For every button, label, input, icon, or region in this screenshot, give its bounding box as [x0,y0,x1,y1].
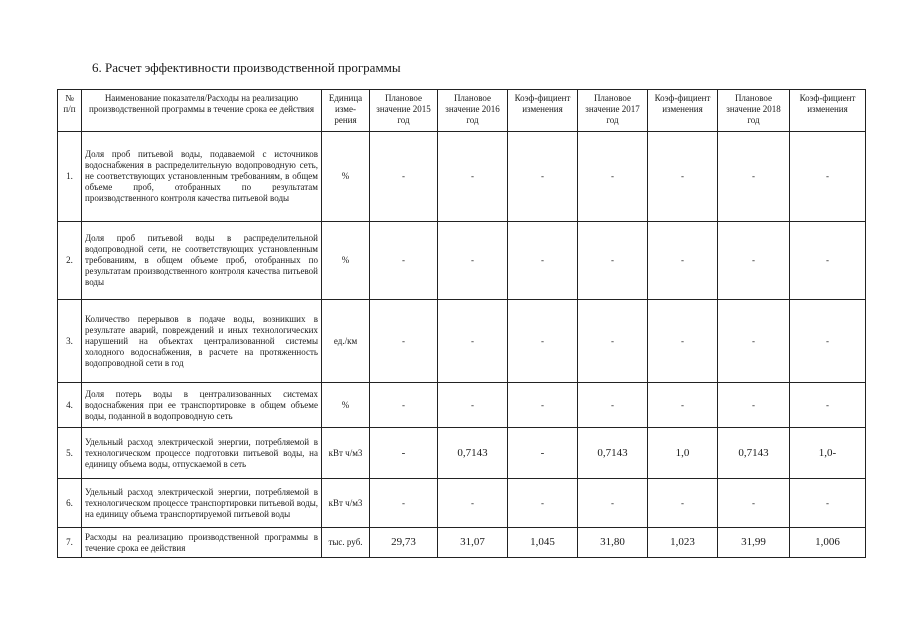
row-name: Удельный расход электрической энергии, потребляемой в технологическом процессе подготовки питьевой воды, на единицу объема воды, отпускаемой в сеть [82,428,322,479]
column-header-number: № п/п [58,90,82,132]
value-plan-2018: - [718,300,790,383]
value-plan-2017: - [578,300,648,383]
value-plan-2018: - [718,222,790,300]
row-unit: кВт ч/м3 [322,428,370,479]
value-plan-2017: - [578,222,648,300]
row-unit: тыс. руб. [322,528,370,558]
row-number: 2. [58,222,82,300]
value-coef-2017: - [648,383,718,428]
value-plan-2015: - [370,300,438,383]
value-plan-2018: - [718,132,790,222]
value-coef-2018: 1,0- [790,428,866,479]
value-plan-2015: - [370,479,438,528]
value-plan-2017: - [578,132,648,222]
row-number: 1. [58,132,82,222]
value-plan-2017: 0,7143 [578,428,648,479]
value-coef-2018: 1,006 [790,528,866,558]
value-coef-2017: - [648,132,718,222]
value-plan-2015: 29,73 [370,528,438,558]
row-unit: % [322,383,370,428]
value-coef-2016: - [508,479,578,528]
table-row [58,479,866,528]
column-header-plan-2016: Плановое значение 2016 год [438,90,508,132]
table-row [58,383,866,428]
table-row [58,132,866,222]
row-name: Удельный расход электрической энергии, потребляемой в технологическом процессе транспортировки питьевой воды, на единицу объема транспортируемой питьевой воды [82,479,322,528]
value-plan-2018: - [718,383,790,428]
value-plan-2016: 0,7143 [438,428,508,479]
row-name: Количество перерывов в подаче воды, возникших в результате аварий, повреждений и иных технологических нарушений на объектах централизованной системы холодного водоснабжения, в расчете на протяженность водопроводной сети в год [82,300,322,383]
row-number: 4. [58,383,82,428]
column-header-coef-2017: Коэф-фициент изменения [648,90,718,132]
row-name: Расходы на реализацию производственной программы в течение срока ее действия [82,528,322,558]
value-plan-2018: - [718,479,790,528]
value-plan-2015: - [370,428,438,479]
row-unit: ед./км [322,300,370,383]
value-coef-2017: - [648,300,718,383]
column-header-name: Наименование показателя/Расходы на реализацию производственной программы в течение срока ее действия [82,90,322,132]
row-unit: % [322,132,370,222]
section-heading: 6. Расчет эффективности производственной программы [92,60,401,75]
value-plan-2015: - [370,222,438,300]
value-coef-2017: - [648,222,718,300]
row-unit: кВт ч/м3 [322,479,370,528]
value-plan-2016: - [438,383,508,428]
column-header-unit: Единица изме-рения [322,90,370,132]
column-header-plan-2018: Плановое значение 2018 год [718,90,790,132]
value-plan-2017: - [578,479,648,528]
efficiency-table [57,89,866,558]
column-header-plan-2015: Плановое значение 2015 год [370,90,438,132]
column-header-coef-2016: Коэф-фициент изменения [508,90,578,132]
table-row [58,428,866,479]
value-plan-2017: - [578,383,648,428]
value-coef-2016: 1,045 [508,528,578,558]
value-coef-2018: - [790,222,866,300]
value-coef-2018: - [790,300,866,383]
value-plan-2016: - [438,222,508,300]
value-coef-2018: - [790,132,866,222]
column-header-coef-2018: Коэф-фициент изменения [790,90,866,132]
row-name: Доля проб питьевой воды в распределительной водопроводной сети, не соответствующих установленным требованиям, в общем объеме проб, отобранных по результатам производственного контроля качества питьевой воды [82,222,322,300]
column-header-plan-2017: Плановое значение 2017 год [578,90,648,132]
value-plan-2018: 31,99 [718,528,790,558]
row-number: 7. [58,528,82,558]
row-name: Доля проб питьевой воды, подаваемой с источников водоснабжения в распределительную водопроводную сеть, не соответствующих установленным требованиям, в общем объеме проб, отобранных по результатам производственного контроля качества питьевой воды [82,132,322,222]
table-row [58,222,866,300]
value-plan-2016: - [438,132,508,222]
row-number: 5. [58,428,82,479]
row-unit: % [322,222,370,300]
value-coef-2016: - [508,222,578,300]
value-coef-2017: 1,023 [648,528,718,558]
value-plan-2016: 31,07 [438,528,508,558]
value-plan-2016: - [438,479,508,528]
value-coef-2018: - [790,383,866,428]
value-coef-2016: - [508,300,578,383]
row-number: 6. [58,479,82,528]
value-plan-2015: - [370,132,438,222]
value-plan-2017: 31,80 [578,528,648,558]
table-row [58,300,866,383]
value-plan-2018: 0,7143 [718,428,790,479]
row-name: Доля потерь воды в централизованных системах водоснабжения при ее транспортировке в общем объеме воды, поданной в водопроводную сеть [82,383,322,428]
value-coef-2016: - [508,132,578,222]
value-coef-2018: - [790,479,866,528]
value-coef-2016: - [508,428,578,479]
row-number: 3. [58,300,82,383]
value-plan-2016: - [438,300,508,383]
value-coef-2016: - [508,383,578,428]
value-plan-2015: - [370,383,438,428]
value-coef-2017: 1,0 [648,428,718,479]
value-coef-2017: - [648,479,718,528]
table-header-row [58,90,866,132]
table-row [58,528,866,558]
